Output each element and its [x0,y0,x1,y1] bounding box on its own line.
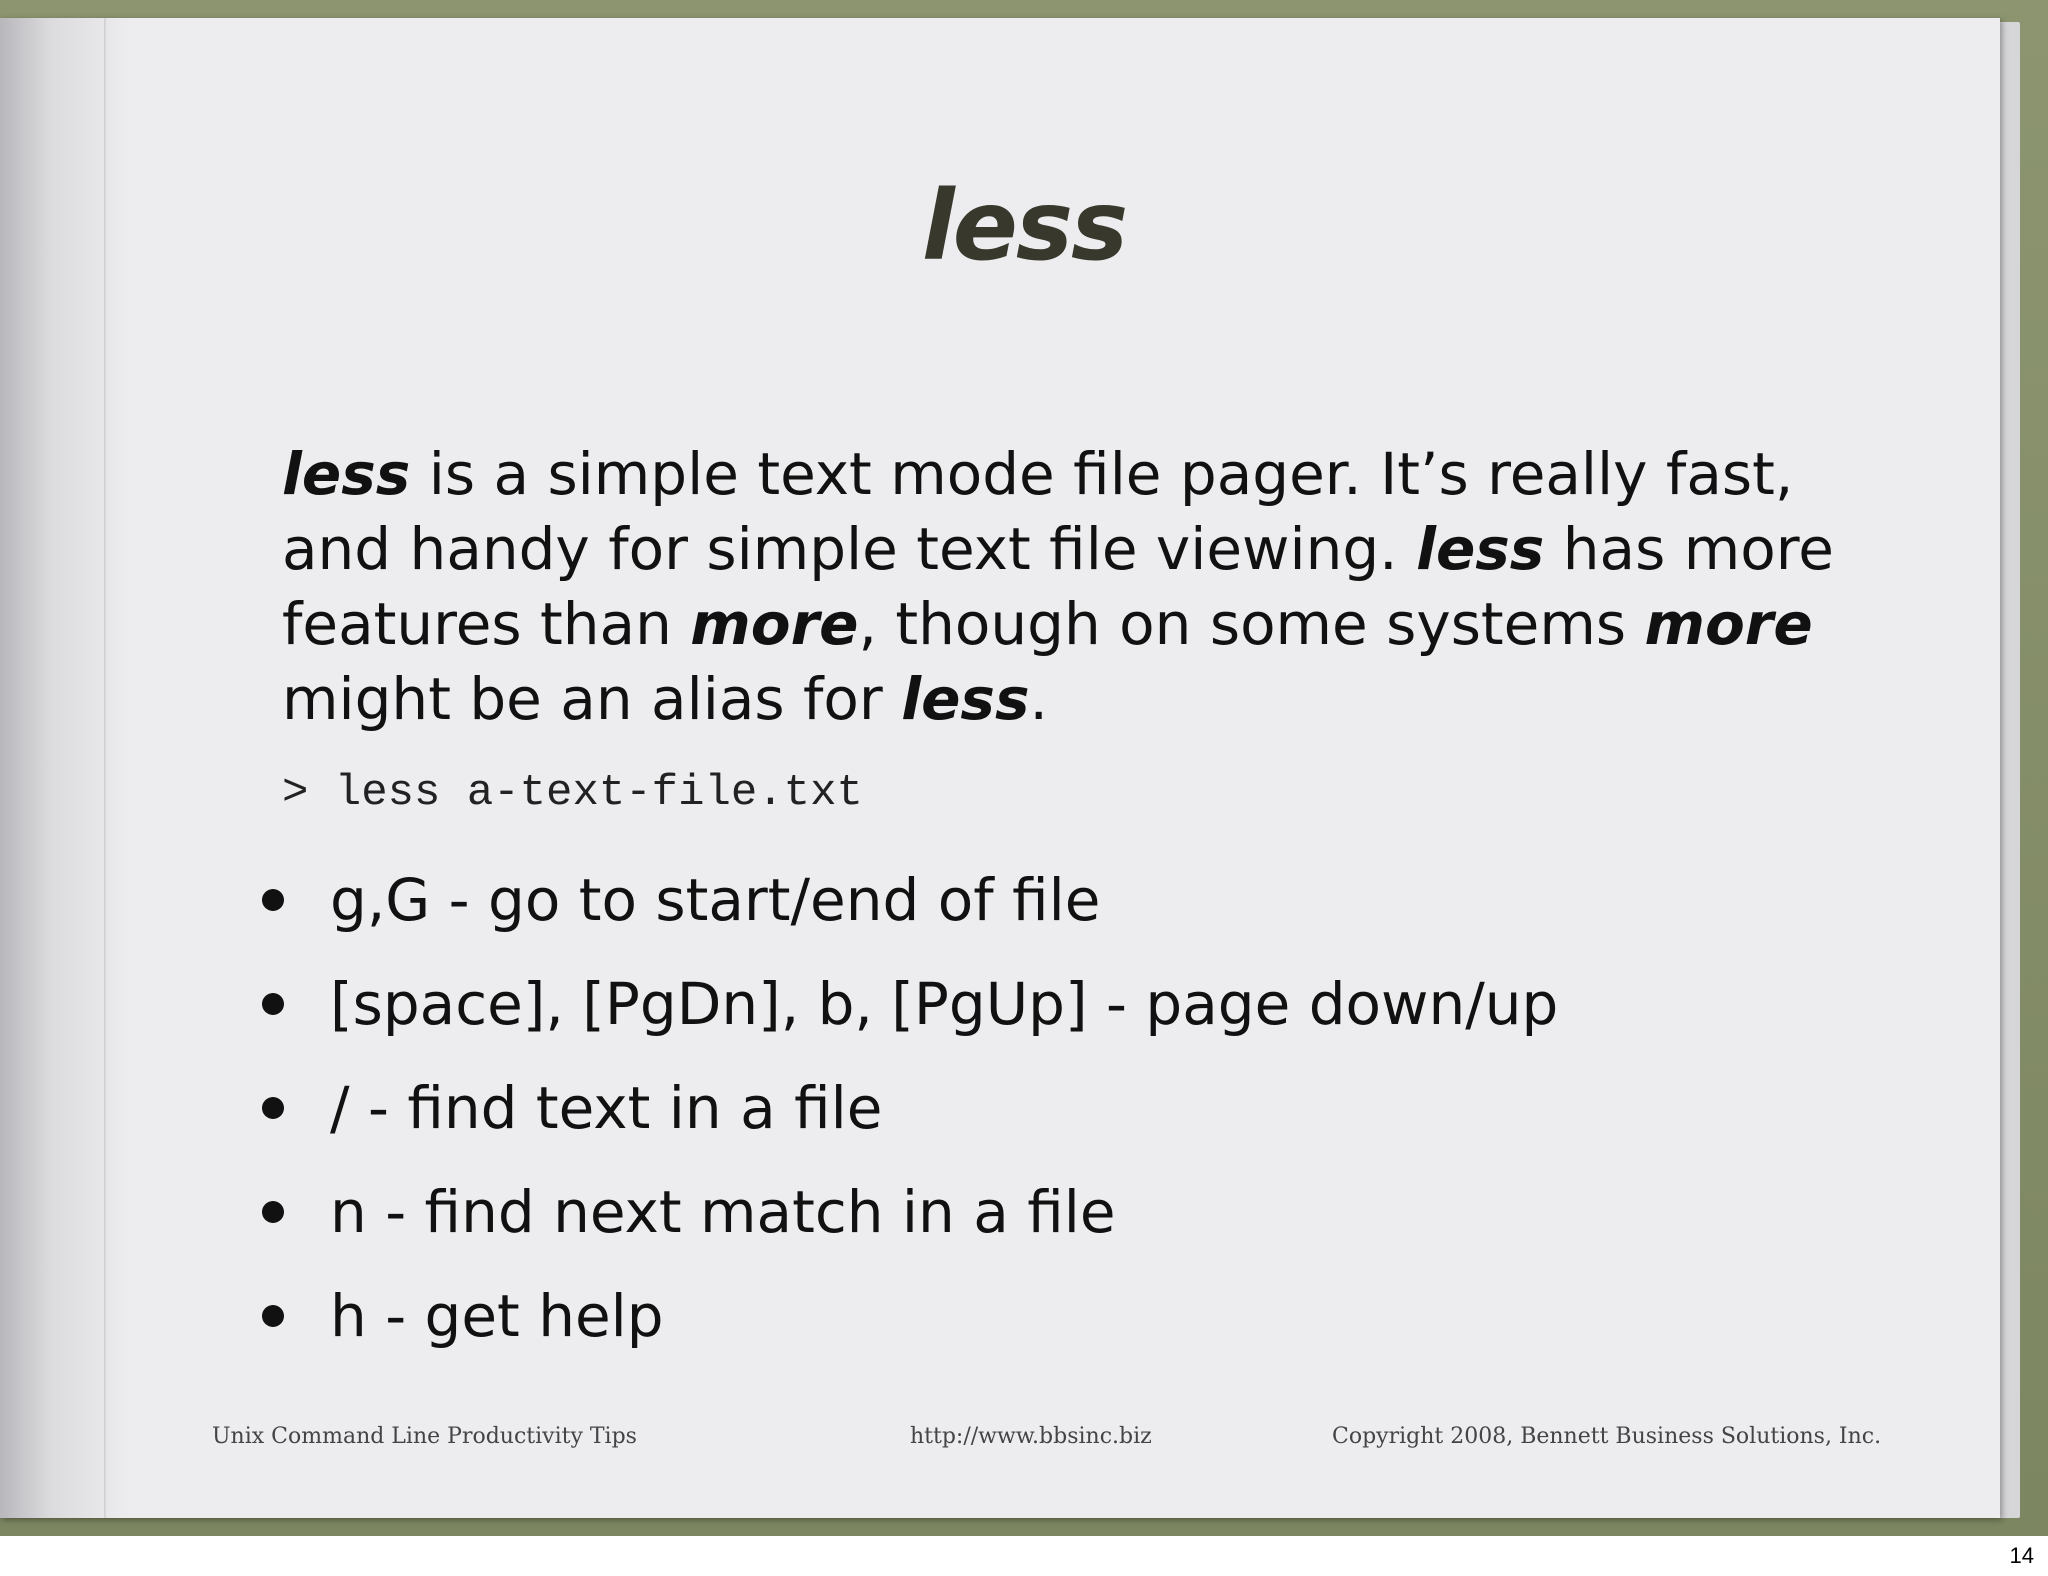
intro-emphasis-more: more [1644,590,1813,658]
list-item [262,848,1558,952]
intro-emphasis-less: less [1416,515,1545,583]
intro-text: has more features than [282,515,1834,658]
list-item [262,1160,1558,1264]
footer-url: http://www.bbsinc.biz [910,1424,1152,1449]
list-item [262,1056,1558,1160]
intro-text: . [1029,665,1048,733]
list-item-text: g,G - go to start/end of file [330,866,1101,934]
list-item-text: [space], [PgDn], b, [PgUp] - page down/up [330,970,1559,1038]
intro-text: is a simple text mode file pager. It’s really fast, and handy for simple text file viewing. [282,440,1794,583]
bullet-icon [262,993,284,1015]
bullet-icon [262,1201,284,1223]
intro-text: , though on some systems [858,590,1645,658]
intro-emphasis-less: less [282,440,411,508]
intro-emphasis-more: more [690,590,859,658]
list-item [262,952,1558,1056]
bullet-icon [262,1305,284,1327]
slide-title: less [921,170,1127,282]
footer-copyright: Copyright 2008, Bennett Business Solutions, Inc. [1332,1424,1882,1449]
list-item [262,1264,1558,1368]
command-example: > less a-text-file.txt [282,768,863,818]
list-item-text: h - get help [330,1282,664,1350]
bullet-list [262,848,1558,1368]
list-item-text: n - find next match in a file [330,1178,1116,1246]
intro-emphasis-less: less [901,665,1030,733]
bullet-icon [262,889,284,911]
page-number: 14 [2009,1543,2034,1568]
footer-title: Unix Command Line Productivity Tips [212,1424,637,1449]
bullet-icon [262,1097,284,1119]
intro-paragraph [282,437,1882,737]
intro-text: might be an alias for [282,665,902,733]
list-item-text: / - find text in a file [330,1074,883,1142]
